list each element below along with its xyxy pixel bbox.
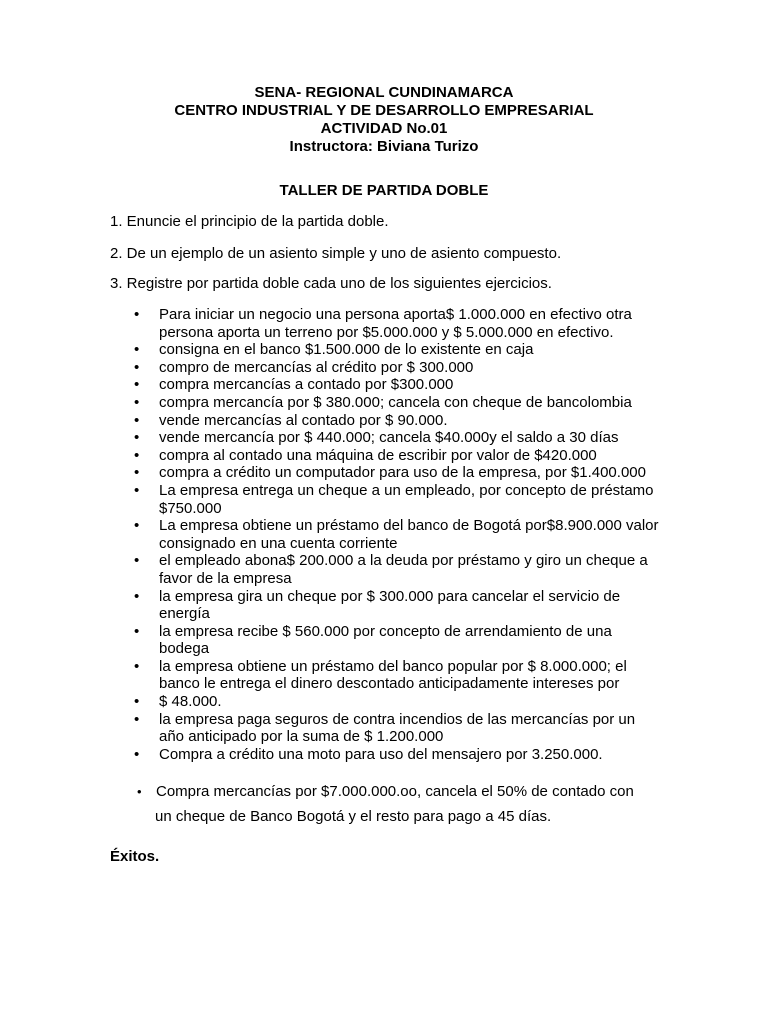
question-1: 1. Enuncie el principio de la partida doble. — [110, 213, 389, 230]
exercise-list — [130, 306, 660, 763]
bullet-icon: • — [134, 376, 140, 394]
exercise-text: la empresa obtiene un préstamo del banco popular por $ 8.000.000; el banco le entrega el dinero descontado anticipadamente intereses por — [159, 657, 627, 693]
exercise-text-line1: Compra mercancías por $7.000.000.oo, cancela el 50% de contado con — [156, 783, 634, 800]
exercise-text: vende mercancías al contado por $ 90.000. — [159, 411, 448, 429]
exercise-item — [130, 341, 660, 359]
exercise-item — [130, 306, 660, 341]
exercise-item — [130, 711, 660, 746]
exercise-text-line2: un cheque de Banco Bogotá y el resto para pago a 45 días. — [155, 808, 552, 825]
bullet-icon: • — [134, 411, 140, 429]
header-center: CENTRO INDUSTRIAL Y DE DESARROLLO EMPRESARIAL — [174, 102, 594, 119]
exercise-item — [130, 693, 660, 711]
exercise-text: consigna en el banco $1.500.000 de lo existente en caja — [159, 341, 534, 359]
exercise-text: Para iniciar un negocio una persona aporta$ 1.000.000 en efectivo otra persona aporta un terreno por $5.000.000 y $ 5.000.000 en efectivo. — [159, 306, 632, 341]
exercise-item — [130, 412, 660, 430]
exercise-item — [133, 779, 673, 829]
bullet-icon: • — [137, 784, 142, 799]
exercise-item — [130, 359, 660, 377]
bullet-icon: • — [134, 657, 140, 675]
exercise-text: la empresa recibe $ 560.000 por concepto de arrendamiento de una bodega — [159, 622, 612, 658]
document-header — [0, 84, 768, 156]
bullet-icon: • — [134, 587, 140, 605]
header-activity: ACTIVIDAD No.01 — [320, 120, 448, 137]
exercise-item — [130, 482, 660, 517]
closing-text: Éxitos. — [110, 848, 160, 865]
exercise-text: compra a crédito un computador para uso de la empresa, por $1.400.000 — [159, 464, 646, 482]
exercise-item — [130, 552, 660, 587]
header-institution: SENA- REGIONAL CUNDINAMARCA — [254, 84, 514, 101]
exercise-text: La empresa obtiene un préstamo del banco de Bogotá por$8.900.000 valor consignado en una cuenta corriente — [159, 517, 659, 552]
exercise-text: La empresa entrega un cheque a un empleado, por concepto de préstamo $750.000 — [159, 481, 654, 517]
header-instructor: Instructora: Biviana Turizo — [289, 138, 479, 155]
exercise-text: compro de mercancías al crédito por $ 300.000 — [159, 358, 474, 376]
exercise-text: $ 48.000. — [159, 693, 222, 711]
exercise-item — [130, 588, 660, 623]
exercise-item — [130, 394, 660, 412]
exercise-item — [130, 746, 660, 764]
exercise-text: compra al contado una máquina de escribir por valor de $420.000 — [159, 446, 597, 464]
exercise-item — [130, 429, 660, 447]
exercise-item — [130, 658, 660, 693]
exercise-text: la empresa paga seguros de contra incendios de las mercancías por un año anticipado por la suma de $ 1.200.000 — [159, 710, 636, 746]
question-2: 2. De un ejemplo de un asiento simple y uno de asiento compuesto. — [110, 245, 562, 262]
bullet-icon: • — [134, 693, 140, 711]
bullet-icon: • — [134, 481, 140, 499]
exercise-item — [130, 517, 660, 552]
bullet-icon: • — [134, 306, 140, 323]
bullet-icon: • — [134, 393, 140, 411]
bullet-icon: • — [134, 745, 140, 763]
exercise-text: compra mercancía por $ 380.000; cancela con cheque de bancolombia — [159, 393, 632, 411]
exercise-item — [130, 623, 660, 658]
bullet-icon: • — [134, 622, 140, 640]
exercise-item — [130, 464, 660, 482]
exercise-text: la empresa gira un cheque por $ 300.000 para cancelar el servicio de energía — [159, 587, 621, 623]
bullet-icon: • — [134, 517, 140, 535]
bullet-icon: • — [134, 552, 140, 570]
exercise-text: compra mercancías a contado por $300.000 — [159, 376, 454, 394]
question-3: 3. Registre por partida doble cada uno de los siguientes ejercicios. — [110, 275, 552, 292]
bullet-icon: • — [134, 446, 140, 464]
exercise-text: Compra a crédito una moto para uso del mensajero por 3.250.000. — [159, 745, 603, 763]
workshop-title: TALLER DE PARTIDA DOBLE — [279, 182, 489, 199]
bullet-icon: • — [134, 429, 140, 447]
exercise-text: vende mercancía por $ 440.000; cancela $40.000y el saldo a 30 días — [159, 429, 619, 447]
exercise-item — [130, 447, 660, 465]
bullet-icon: • — [134, 464, 140, 482]
bullet-icon: • — [134, 358, 140, 376]
exercise-item — [130, 376, 660, 394]
bullet-icon: • — [134, 710, 140, 728]
exercise-text: el empleado abona$ 200.000 a la deuda por préstamo y giro un cheque a favor de la empresa — [159, 552, 648, 587]
bullet-icon: • — [134, 341, 140, 359]
